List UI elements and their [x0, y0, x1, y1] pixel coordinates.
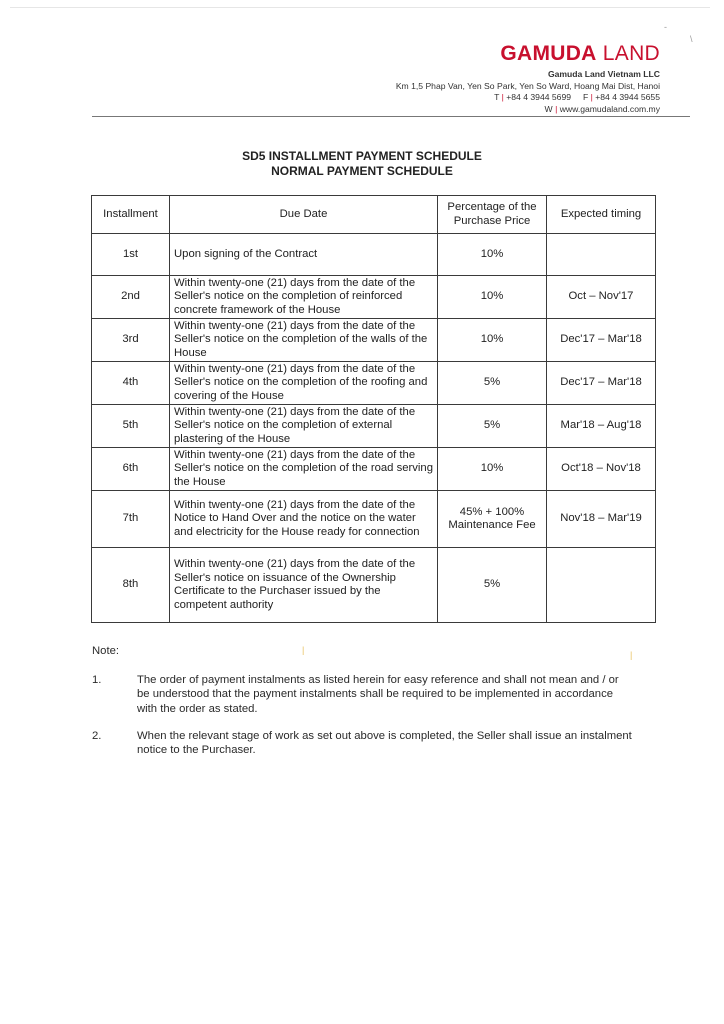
phone-label: T [494, 92, 500, 102]
company-name: Gamuda Land Vietnam LLC [547, 69, 660, 79]
due-date-cell: Within twenty-one (21) days from the date of the Seller's notice on the completion of the walls of the House [170, 319, 438, 362]
note-number: 1. [92, 674, 102, 686]
percentage-cell: 10% [438, 448, 547, 491]
logo-bold-text: GAMUDA [500, 42, 597, 65]
company-logo [500, 42, 660, 66]
scan-mark: | [630, 650, 633, 660]
table-row [92, 362, 656, 405]
installment-cell: 5th [92, 405, 170, 448]
timing-cell [547, 234, 656, 276]
scan-mark: \ [690, 34, 693, 44]
company-contact [396, 92, 660, 104]
percentage-cell: 10% [438, 319, 547, 362]
installment-cell: 1st [92, 234, 170, 276]
web-label: W [544, 103, 553, 114]
table-header-row [92, 196, 656, 234]
scan-mark: - [664, 22, 667, 32]
web-address: www.gamudaland.com.my [559, 103, 660, 114]
due-date-cell: Within twenty-one (21) days from the date of the Seller's notice on issuance of the Ownership Certificate to the Purchaser issued by the competent authority [170, 548, 438, 623]
timing-cell: Oct'18 – Nov'18 [547, 448, 656, 491]
installment-cell: 8th [92, 548, 170, 623]
title-line-1: SD5 INSTALLMENT PAYMENT SCHEDULE [242, 149, 482, 163]
due-date-cell: Upon signing of the Contract [170, 234, 438, 276]
due-date-cell: Within twenty-one (21) days from the date of the Seller's notice on the completion of the road serving the House [170, 448, 438, 491]
note-number: 2. [92, 730, 102, 742]
installment-cell: 7th [92, 491, 170, 548]
due-date-cell: Within twenty-one (21) days from the date of the Seller's notice on the completion of external plastering of the House [170, 405, 438, 448]
separator-bar: | [501, 92, 504, 102]
timing-cell [547, 548, 656, 623]
percentage-cell: 5% [438, 548, 547, 623]
table-row [92, 234, 656, 276]
timing-cell: Nov'18 – Mar'19 [547, 491, 656, 548]
due-date-cell: Within twenty-one (21) days from the date of the Seller's notice on the completion of reinforced concrete framework of the House [170, 276, 438, 319]
logo-light-text: LAND [602, 42, 660, 65]
document-title [0, 149, 724, 179]
company-info [396, 69, 660, 115]
timing-cell: Dec'17 – Mar'18 [547, 362, 656, 405]
timing-cell: Oct – Nov'17 [547, 276, 656, 319]
company-address: Km 1,5 Phap Van, Yen So Park, Yen So Ward, Hoang Mai Dist, Hanoi [395, 80, 660, 91]
due-date-cell: Within twenty-one (21) days from the date of the Seller's notice on the completion of the roofing and covering of the House [170, 362, 438, 405]
installment-cell: 3rd [92, 319, 170, 362]
installment-cell: 2nd [92, 276, 170, 319]
payment-schedule-table [91, 195, 656, 623]
separator-bar: | [555, 103, 558, 114]
fax-number: +84 4 3944 5655 [595, 92, 660, 102]
title-line-2: NORMAL PAYMENT SCHEDULE [271, 164, 453, 178]
scan-mark: | [302, 645, 305, 655]
header-percentage: Percentage of the Purchase Price [438, 196, 547, 234]
header-due-date: Due Date [170, 196, 438, 234]
percentage-cell: 45% + 100% Maintenance Fee [438, 491, 547, 548]
due-date-cell: Within twenty-one (21) days from the date of the Notice to Hand Over and the notice on the water and electricity for the House ready for connection [170, 491, 438, 548]
percentage-cell: 10% [438, 234, 547, 276]
notes-label: Note: [92, 645, 120, 657]
percentage-cell: 10% [438, 276, 547, 319]
phone-number: +84 4 3944 5699 [506, 92, 572, 102]
installment-cell: 4th [92, 362, 170, 405]
fax-label: F [582, 92, 589, 102]
table-row [92, 448, 656, 491]
timing-cell: Mar'18 – Aug'18 [547, 405, 656, 448]
table-row [92, 548, 656, 623]
header-divider [92, 116, 690, 117]
separator-bar: | [590, 92, 593, 102]
company-web [396, 104, 660, 116]
note-text: When the relevant stage of work as set out above is completed, the Seller shall issue an instalment notice to the Purchaser. [137, 730, 632, 757]
note-text: The order of payment instalments as listed herein for easy reference and shall not mean and / or be understood that the payment instalments shall be required to be implemented in accordance with the order as stated. [137, 674, 619, 715]
installment-cell: 6th [92, 448, 170, 491]
percentage-cell: 5% [438, 405, 547, 448]
header-expected-timing: Expected timing [547, 196, 656, 234]
table-row [92, 319, 656, 362]
table-row [92, 405, 656, 448]
page-top-rule [10, 7, 710, 8]
percentage-cell: 5% [438, 362, 547, 405]
header-installment: Installment [92, 196, 170, 234]
timing-cell: Dec'17 – Mar'18 [547, 319, 656, 362]
table-row [92, 276, 656, 319]
table-row [92, 491, 656, 548]
